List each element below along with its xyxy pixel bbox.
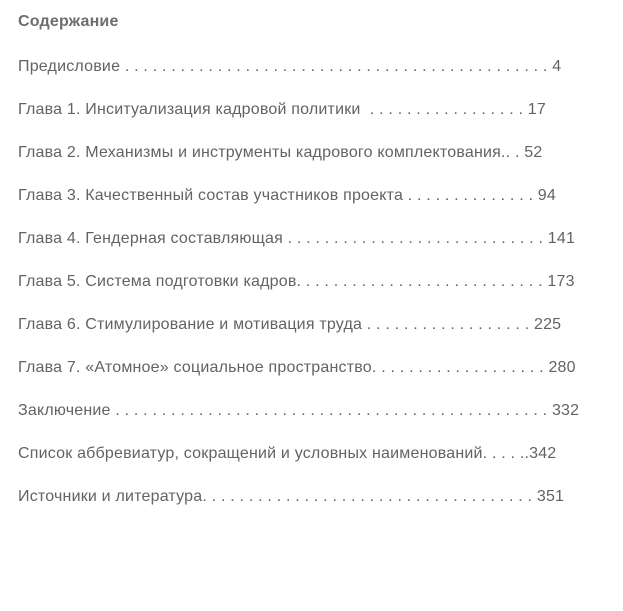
entry-leader-dots: . . . . . . . . . . . . . . . . . . . . . . . . . . . . [282, 229, 548, 247]
entry-leader-dots: . . . . . . . . . . . . . . . . . . . . . . . . . . . . . . . . . . . . . . . . . . . . . . [120, 57, 553, 75]
toc-entry-preface [18, 45, 623, 88]
entry-page-number: 4 [552, 57, 562, 75]
entry-title: Глава 3. Качественный состав участников проекта [18, 186, 404, 204]
entry-leader-dots: . . . . . . . . . . . . . . . . . . . [371, 358, 549, 376]
toc-entry-sources [18, 475, 623, 518]
entry-title: Глава 2. Механизмы и инструменты кадрового комплектования [18, 143, 502, 161]
entry-page-number: 52 [524, 143, 543, 161]
toc-list [18, 45, 623, 518]
entry-title: Заключение [18, 401, 111, 419]
entry-page-number: 332 [551, 401, 580, 419]
toc-entry-chapter-4 [18, 217, 623, 260]
entry-title: Глава 5. Система подготовки кадров [18, 272, 297, 290]
entry-page-number: 225 [533, 315, 562, 333]
entry-page-number: 94 [537, 186, 556, 204]
entry-leader-dots: . . . . . . . . . . . . . . . . . . . . . . . . . . . [296, 272, 548, 290]
entry-title: Предисловие [18, 57, 121, 75]
entry-leader-dots: . . . . . . . . . . . . . . . . . . . . . . . . . . . . . . . . . . . . [202, 487, 537, 505]
entry-title: Глава 1. Инситуализация кадровой политики [18, 100, 361, 118]
entry-leader-dots: . . . . . . . . . . . . . . . . . . [362, 315, 534, 333]
entry-title: Источники и литература [18, 487, 203, 505]
entry-leader-dots: . . . . . . . . . . . . . . . . . . . . . . . . . . . . . . . . . . . . . . . . . . . . . . . [110, 401, 552, 419]
entry-page-number: 141 [547, 229, 576, 247]
entry-page-number: 17 [527, 100, 546, 118]
toc-entry-chapter-6 [18, 303, 623, 346]
entry-leader-dots: .. . [501, 143, 525, 161]
toc-title: Содержание [18, 13, 119, 30]
entry-page-number: 342 [529, 444, 557, 462]
toc-entry-chapter-7 [18, 346, 623, 389]
toc-entry-chapter-5 [18, 260, 623, 303]
toc-entry-chapter-3 [18, 174, 623, 217]
entry-leader-dots: . . . . .. [482, 444, 530, 462]
entry-leader-dots: . . . . . . . . . . . . . . . . . [360, 100, 528, 118]
entry-leader-dots: . . . . . . . . . . . . . . [403, 186, 538, 204]
entry-title: Глава 6. Стимулирование и мотивация труда [18, 315, 363, 333]
toc-entry-chapter-1 [18, 88, 623, 131]
entry-title: Список аббревиатур, сокращений и условных наименований [18, 444, 483, 462]
entry-page-number: 280 [548, 358, 576, 376]
toc-entry-chapter-2 [18, 131, 623, 174]
toc-entry-conclusion [18, 389, 623, 432]
entry-title: Глава 7. «Атомное» социальное пространство [18, 358, 372, 376]
entry-page-number: 173 [547, 272, 575, 290]
entry-page-number: 351 [536, 487, 565, 505]
toc-entry-abbreviations [18, 432, 623, 475]
entry-title: Глава 4. Гендерная составляющая [18, 229, 283, 247]
